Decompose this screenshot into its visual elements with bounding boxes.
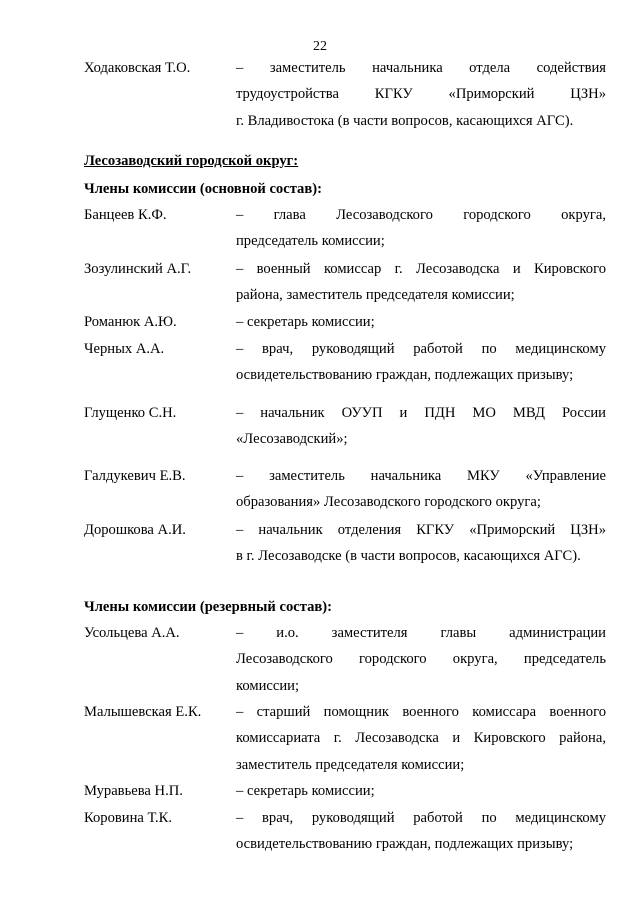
member-role: – врач, руководящий работой по медицинскому освидетельствованию граждан, подлежащих призыву; [236,341,606,384]
member-name: Черных А.А. [84,341,165,357]
main-members-heading: Члены комиссии (основной состав): [84,181,322,197]
member-name: Усольцева А.А. [84,625,180,641]
member-name: Банцеев К.Ф. [84,207,167,223]
member-name: Ходаковская Т.О. [84,60,191,76]
member-role: – секретарь комиссии; [236,314,375,330]
member-role: – начальник ОУУП и ПДН МО МВД России «Лесозаводский»; [236,405,606,448]
member-role: – врач, руководящий работой по медицинскому освидетельствованию граждан, подлежащих призыву; [236,810,606,853]
member-role: – начальник отделения КГКУ «Приморский ЦЗН» в г. Лесозаводске (в части вопросов, касающихся АГС). [236,522,606,565]
member-role: – заместитель начальника МКУ «Управление образования» Лесозаводского городского округа; [236,468,606,511]
member-name: Романюк А.Ю. [84,314,177,330]
member-role: – заместитель начальника отдела содействия трудоустройства КГКУ «Приморский ЦЗН» г. Владивостока (в части вопросов, касающихся АГС). [236,60,606,129]
member-role: – военный комиссар г. Лесозаводска и Кировского района, заместитель председателя комиссии; [236,261,606,304]
member-role: – глава Лесозаводского городского округа, председатель комиссии; [236,207,606,250]
member-name: Дорошкова А.И. [84,522,186,538]
member-role: – старший помощник военного комиссара военного комиссариата г. Лесозаводска и Кировского района, заместитель председателя комиссии; [236,704,606,773]
member-name: Малышевская Е.К. [84,704,202,720]
member-name: Галдукевич Е.В. [84,468,186,484]
member-name: Глущенко С.Н. [84,405,177,421]
member-name: Зозулинский А.Г. [84,261,192,277]
page-number: 22 [313,39,327,54]
member-name: Коровина Т.К. [84,810,173,826]
district-heading: Лесозаводский городской округ: [84,153,299,169]
member-name: Муравьева Н.П. [84,783,183,799]
member-role: – секретарь комиссии; [236,783,375,799]
reserve-members-heading: Члены комиссии (резервный состав): [84,599,332,615]
member-role: – и.о. заместителя главы администрации Лесозаводского городского округа, председатель комиссии; [236,625,606,694]
